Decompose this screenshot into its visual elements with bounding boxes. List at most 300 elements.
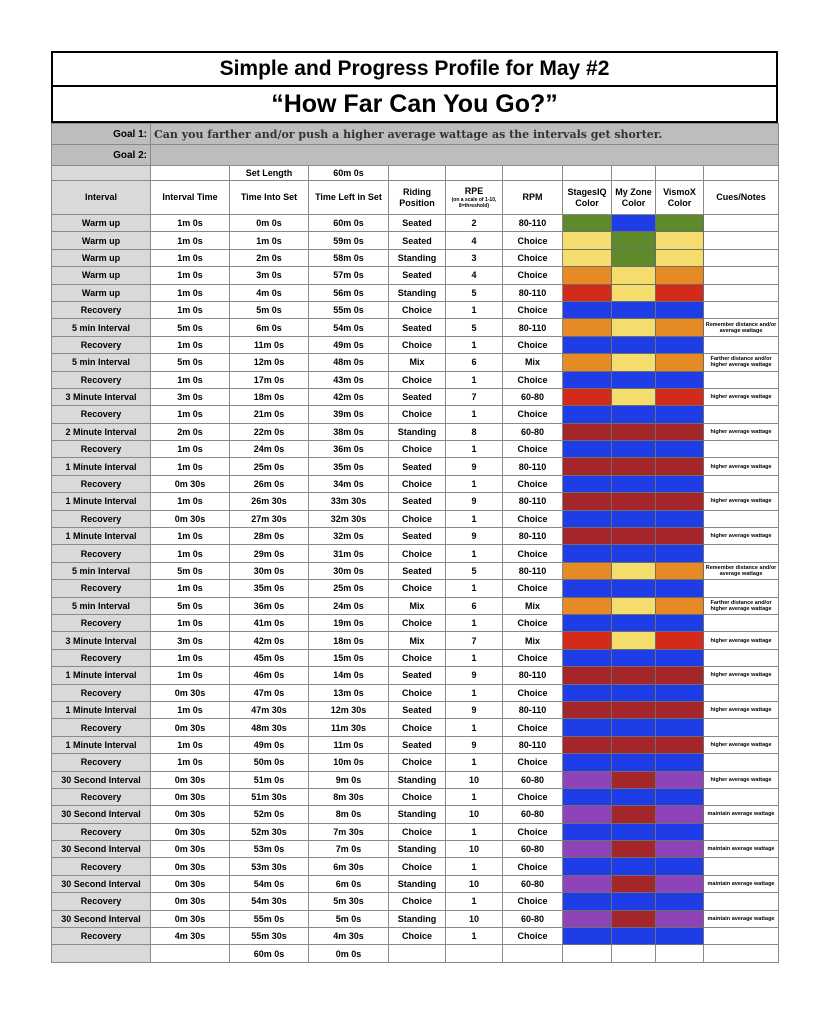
- time-into-set-cell: 27m 30s: [230, 510, 309, 527]
- cues-notes-cell: higher average wattage: [704, 388, 779, 405]
- time-into-set-cell: 54m 30s: [230, 893, 309, 910]
- rpe-cell: 9: [446, 528, 503, 545]
- cues-notes-cell: [704, 580, 779, 597]
- interval-time-cell: 5m 0s: [151, 319, 230, 336]
- myzone-color-cell: [612, 371, 656, 388]
- time-into-set-cell: 53m 0s: [230, 841, 309, 858]
- blank-cell: [503, 945, 563, 963]
- time-into-set-cell: 6m 0s: [230, 319, 309, 336]
- riding-position-cell: Choice: [389, 336, 446, 353]
- vismox-color-cell: [656, 597, 704, 614]
- rpm-cell: 60-80: [503, 806, 563, 823]
- interval-time-cell: 1m 0s: [151, 649, 230, 666]
- cues-notes-cell: [704, 684, 779, 701]
- interval-cell: 3 Minute Interval: [52, 388, 151, 405]
- cues-notes-cell: Farther distance and/or higher average wattage: [704, 597, 779, 614]
- rpm-cell: Choice: [503, 858, 563, 875]
- goal-1-row: [52, 124, 779, 145]
- goal-1-text: Can you farther and/or push a higher average wattage as the intervals get shorter.: [151, 124, 779, 145]
- time-left-cell: 18m 0s: [309, 632, 389, 649]
- cues-notes-cell: higher average wattage: [704, 701, 779, 718]
- time-left-cell: 5m 30s: [309, 893, 389, 910]
- riding-position-cell: Choice: [389, 893, 446, 910]
- interval-cell: 5 min Interval: [52, 319, 151, 336]
- stagesiq-color-cell: [563, 614, 612, 631]
- header-rpm: RPM: [503, 181, 563, 215]
- vismox-color-cell: [656, 788, 704, 805]
- interval-cell: 30 Second Interval: [52, 841, 151, 858]
- interval-time-cell: 4m 30s: [151, 928, 230, 945]
- interval-time-cell: 0m 30s: [151, 823, 230, 840]
- riding-position-cell: Seated: [389, 493, 446, 510]
- header-rpe-label: RPE: [464, 186, 484, 196]
- interval-cell: Recovery: [52, 545, 151, 562]
- vismox-color-cell: [656, 371, 704, 388]
- rpm-cell: Choice: [503, 928, 563, 945]
- rpe-cell: 1: [446, 510, 503, 527]
- myzone-color-cell: [612, 562, 656, 579]
- blank-cell: [446, 945, 503, 963]
- cues-notes-cell: [704, 754, 779, 771]
- time-into-set-cell: 0m 0s: [230, 215, 309, 232]
- rpm-cell: Mix: [503, 354, 563, 371]
- rpm-cell: 80-110: [503, 562, 563, 579]
- myzone-color-cell: [612, 632, 656, 649]
- cues-notes-cell: [704, 893, 779, 910]
- rpe-cell: 10: [446, 841, 503, 858]
- table-row: [52, 736, 779, 753]
- stagesiq-color-cell: [563, 928, 612, 945]
- stagesiq-color-cell: [563, 858, 612, 875]
- interval-cell: 5 min Interval: [52, 562, 151, 579]
- table-row: [52, 354, 779, 371]
- vismox-color-cell: [656, 215, 704, 232]
- interval-time-cell: 3m 0s: [151, 388, 230, 405]
- rpe-cell: 9: [446, 736, 503, 753]
- cues-notes-cell: higher average wattage: [704, 736, 779, 753]
- vismox-color-cell: [656, 875, 704, 892]
- time-left-cell: 39m 0s: [309, 406, 389, 423]
- vismox-color-cell: [656, 354, 704, 371]
- vismox-color-cell: [656, 545, 704, 562]
- interval-cell: Recovery: [52, 858, 151, 875]
- riding-position-cell: Choice: [389, 719, 446, 736]
- rpm-cell: 60-80: [503, 423, 563, 440]
- riding-position-cell: Seated: [389, 267, 446, 284]
- riding-position-cell: Standing: [389, 284, 446, 301]
- vismox-color-cell: [656, 858, 704, 875]
- rpe-cell: 5: [446, 319, 503, 336]
- vismox-color-cell: [656, 684, 704, 701]
- stagesiq-color-cell: [563, 232, 612, 249]
- stagesiq-color-cell: [563, 267, 612, 284]
- rpm-cell: 80-110: [503, 667, 563, 684]
- myzone-color-cell: [612, 788, 656, 805]
- stagesiq-color-cell: [563, 388, 612, 405]
- interval-cell: Warm up: [52, 284, 151, 301]
- blank-cell: [52, 166, 151, 181]
- rpm-cell: 60-80: [503, 771, 563, 788]
- rpe-cell: 1: [446, 823, 503, 840]
- table-row: [52, 788, 779, 805]
- stagesiq-color-cell: [563, 649, 612, 666]
- table-row: [52, 232, 779, 249]
- time-left-cell: 60m 0s: [309, 215, 389, 232]
- interval-time-cell: 1m 0s: [151, 441, 230, 458]
- myzone-color-cell: [612, 406, 656, 423]
- cues-notes-cell: higher average wattage: [704, 423, 779, 440]
- interval-time-cell: 1m 0s: [151, 493, 230, 510]
- stagesiq-color-cell: [563, 754, 612, 771]
- myzone-color-cell: [612, 701, 656, 718]
- interval-cell: Warm up: [52, 232, 151, 249]
- rpm-cell: 60-80: [503, 875, 563, 892]
- blank-cell: [704, 945, 779, 963]
- stagesiq-color-cell: [563, 736, 612, 753]
- riding-position-cell: Standing: [389, 771, 446, 788]
- rpe-cell: 10: [446, 806, 503, 823]
- stagesiq-color-cell: [563, 406, 612, 423]
- interval-cell: 1 Minute Interval: [52, 493, 151, 510]
- stagesiq-color-cell: [563, 545, 612, 562]
- cues-notes-cell: [704, 649, 779, 666]
- vismox-color-cell: [656, 841, 704, 858]
- rpe-cell: 4: [446, 267, 503, 284]
- interval-cell: Recovery: [52, 754, 151, 771]
- vismox-color-cell: [656, 493, 704, 510]
- interval-time-cell: 1m 0s: [151, 249, 230, 266]
- time-left-cell: 15m 0s: [309, 649, 389, 666]
- table-row: [52, 284, 779, 301]
- riding-position-cell: Choice: [389, 614, 446, 631]
- cues-notes-cell: higher average wattage: [704, 528, 779, 545]
- rpe-cell: 9: [446, 667, 503, 684]
- cues-notes-cell: maintain average wattage: [704, 910, 779, 927]
- table-row: [52, 249, 779, 266]
- time-into-set-cell: 55m 0s: [230, 910, 309, 927]
- table-row: [52, 597, 779, 614]
- myzone-color-cell: [612, 284, 656, 301]
- interval-time-cell: 0m 30s: [151, 806, 230, 823]
- rpm-cell: Mix: [503, 597, 563, 614]
- interval-time-cell: 0m 30s: [151, 719, 230, 736]
- riding-position-cell: Standing: [389, 910, 446, 927]
- vismox-color-cell: [656, 388, 704, 405]
- myzone-color-cell: [612, 249, 656, 266]
- rpe-cell: 1: [446, 719, 503, 736]
- interval-time-cell: 2m 0s: [151, 423, 230, 440]
- cues-notes-cell: [704, 267, 779, 284]
- vismox-color-cell: [656, 649, 704, 666]
- myzone-color-cell: [612, 875, 656, 892]
- myzone-color-cell: [612, 823, 656, 840]
- stagesiq-color-cell: [563, 441, 612, 458]
- cues-notes-cell: Farther distance and/or higher average wattage: [704, 354, 779, 371]
- time-left-cell: 56m 0s: [309, 284, 389, 301]
- rpm-cell: Choice: [503, 545, 563, 562]
- header-riding-position: Riding Position: [389, 181, 446, 215]
- table-row: [52, 684, 779, 701]
- rpe-cell: 7: [446, 632, 503, 649]
- time-into-set-cell: 30m 0s: [230, 562, 309, 579]
- rpm-cell: Choice: [503, 406, 563, 423]
- time-into-set-cell: 22m 0s: [230, 423, 309, 440]
- header-stagesiq-color: StagesIQ Color: [563, 181, 612, 215]
- riding-position-cell: Standing: [389, 875, 446, 892]
- cues-notes-cell: [704, 371, 779, 388]
- rpe-cell: 1: [446, 893, 503, 910]
- riding-position-cell: Seated: [389, 528, 446, 545]
- riding-position-cell: Choice: [389, 406, 446, 423]
- cues-notes-cell: [704, 719, 779, 736]
- vismox-color-cell: [656, 701, 704, 718]
- time-left-cell: 42m 0s: [309, 388, 389, 405]
- time-into-set-cell: 5m 0s: [230, 301, 309, 318]
- cues-notes-cell: [704, 545, 779, 562]
- interval-time-cell: 1m 0s: [151, 284, 230, 301]
- time-into-set-cell: 36m 0s: [230, 597, 309, 614]
- interval-cell: Recovery: [52, 475, 151, 492]
- rpm-cell: 80-110: [503, 319, 563, 336]
- interval-cell: Recovery: [52, 510, 151, 527]
- goal-2-text: [151, 145, 779, 166]
- interval-time-cell: 3m 0s: [151, 632, 230, 649]
- time-left-cell: 33m 30s: [309, 493, 389, 510]
- cues-notes-cell: Remember distance and/or average wattage: [704, 562, 779, 579]
- header-vismox-color: VismoX Color: [656, 181, 704, 215]
- time-left-cell: 11m 30s: [309, 719, 389, 736]
- interval-cell: 1 Minute Interval: [52, 528, 151, 545]
- vismox-color-cell: [656, 284, 704, 301]
- rpe-cell: 1: [446, 301, 503, 318]
- rpm-cell: Choice: [503, 580, 563, 597]
- interval-cell: 2 Minute Interval: [52, 423, 151, 440]
- rpm-cell: 80-110: [503, 701, 563, 718]
- blank-cell: [656, 166, 704, 181]
- myzone-color-cell: [612, 354, 656, 371]
- interval-cell: 5 min Interval: [52, 354, 151, 371]
- header-interval-time: Interval Time: [151, 181, 230, 215]
- myzone-color-cell: [612, 441, 656, 458]
- time-into-set-cell: 29m 0s: [230, 545, 309, 562]
- table-row: [52, 910, 779, 927]
- time-into-set-cell: 26m 0s: [230, 475, 309, 492]
- time-left-cell: 48m 0s: [309, 354, 389, 371]
- time-into-set-cell: 51m 0s: [230, 771, 309, 788]
- time-left-cell: 24m 0s: [309, 597, 389, 614]
- stagesiq-color-cell: [563, 528, 612, 545]
- stagesiq-color-cell: [563, 875, 612, 892]
- interval-time-cell: 0m 30s: [151, 475, 230, 492]
- time-left-cell: 19m 0s: [309, 614, 389, 631]
- blank-cell: [151, 166, 230, 181]
- interval-time-cell: 1m 0s: [151, 614, 230, 631]
- interval-cell: Recovery: [52, 823, 151, 840]
- cues-notes-cell: [704, 301, 779, 318]
- vismox-color-cell: [656, 319, 704, 336]
- table-row: [52, 267, 779, 284]
- time-into-set-cell: 17m 0s: [230, 371, 309, 388]
- riding-position-cell: Seated: [389, 232, 446, 249]
- time-left-cell: 6m 0s: [309, 875, 389, 892]
- page-title: Simple and Progress Profile for May #2: [51, 51, 778, 87]
- time-left-cell: 7m 30s: [309, 823, 389, 840]
- interval-cell: Recovery: [52, 649, 151, 666]
- time-into-set-cell: 50m 0s: [230, 754, 309, 771]
- riding-position-cell: Choice: [389, 371, 446, 388]
- stagesiq-color-cell: [563, 893, 612, 910]
- interval-cell: Recovery: [52, 580, 151, 597]
- blank-cell: [389, 166, 446, 181]
- stagesiq-color-cell: [563, 215, 612, 232]
- interval-cell: Recovery: [52, 719, 151, 736]
- header-row: [52, 181, 779, 215]
- vismox-color-cell: [656, 267, 704, 284]
- time-into-set-cell: 52m 0s: [230, 806, 309, 823]
- myzone-color-cell: [612, 215, 656, 232]
- header-rpe-scale: (on a scale of 1-10, 8=threshold): [451, 197, 497, 209]
- set-length-value: 60m 0s: [309, 166, 389, 181]
- interval-time-cell: 1m 0s: [151, 528, 230, 545]
- interval-time-cell: 1m 0s: [151, 458, 230, 475]
- riding-position-cell: Choice: [389, 510, 446, 527]
- cues-notes-cell: [704, 284, 779, 301]
- totals-row: [52, 945, 779, 963]
- interval-cell: Recovery: [52, 893, 151, 910]
- rpe-cell: 1: [446, 754, 503, 771]
- vismox-color-cell: [656, 458, 704, 475]
- rpe-cell: 6: [446, 354, 503, 371]
- cues-notes-cell: [704, 788, 779, 805]
- vismox-color-cell: [656, 823, 704, 840]
- interval-cell: Warm up: [52, 267, 151, 284]
- time-into-set-cell: 4m 0s: [230, 284, 309, 301]
- rpm-cell: 80-110: [503, 458, 563, 475]
- stagesiq-color-cell: [563, 475, 612, 492]
- myzone-color-cell: [612, 597, 656, 614]
- rpm-cell: Choice: [503, 371, 563, 388]
- table-row: [52, 632, 779, 649]
- myzone-color-cell: [612, 684, 656, 701]
- cues-notes-cell: [704, 232, 779, 249]
- riding-position-cell: Seated: [389, 458, 446, 475]
- rpm-cell: 80-110: [503, 493, 563, 510]
- interval-cell: 1 Minute Interval: [52, 736, 151, 753]
- cues-notes-cell: [704, 249, 779, 266]
- riding-position-cell: Standing: [389, 806, 446, 823]
- interval-time-cell: 0m 30s: [151, 684, 230, 701]
- time-into-set-cell: 2m 0s: [230, 249, 309, 266]
- header-time-into-set: Time Into Set: [230, 181, 309, 215]
- table-row: [52, 719, 779, 736]
- vismox-color-cell: [656, 423, 704, 440]
- interval-time-cell: 0m 30s: [151, 858, 230, 875]
- table-row: [52, 667, 779, 684]
- interval-cell: Recovery: [52, 441, 151, 458]
- rpm-cell: 60-80: [503, 910, 563, 927]
- vismox-color-cell: [656, 910, 704, 927]
- interval-time-cell: 1m 0s: [151, 580, 230, 597]
- set-length-row: [52, 166, 779, 181]
- table-row: [52, 771, 779, 788]
- blank-cell: [389, 945, 446, 963]
- table-row: [52, 806, 779, 823]
- interval-cell: 1 Minute Interval: [52, 701, 151, 718]
- riding-position-cell: Choice: [389, 301, 446, 318]
- time-left-cell: 14m 0s: [309, 667, 389, 684]
- time-left-cell: 59m 0s: [309, 232, 389, 249]
- rpe-cell: 9: [446, 493, 503, 510]
- riding-position-cell: Seated: [389, 215, 446, 232]
- time-into-set-cell: 52m 30s: [230, 823, 309, 840]
- time-into-set-cell: 11m 0s: [230, 336, 309, 353]
- time-left-cell: 57m 0s: [309, 267, 389, 284]
- time-left-cell: 13m 0s: [309, 684, 389, 701]
- myzone-color-cell: [612, 614, 656, 631]
- rpe-cell: 4: [446, 232, 503, 249]
- final-time-left: 0m 0s: [309, 945, 389, 963]
- interval-time-cell: 1m 0s: [151, 667, 230, 684]
- header-interval: Interval: [52, 181, 151, 215]
- header-time-left: Time Left in Set: [309, 181, 389, 215]
- time-left-cell: 30m 0s: [309, 562, 389, 579]
- rpm-cell: Mix: [503, 632, 563, 649]
- table-row: [52, 580, 779, 597]
- riding-position-cell: Choice: [389, 684, 446, 701]
- vismox-color-cell: [656, 806, 704, 823]
- time-left-cell: 12m 30s: [309, 701, 389, 718]
- rpm-cell: Choice: [503, 336, 563, 353]
- interval-cell: 1 Minute Interval: [52, 667, 151, 684]
- vismox-color-cell: [656, 528, 704, 545]
- blank-cell: [563, 945, 612, 963]
- header-rpe: [446, 181, 503, 215]
- blank-cell: [151, 945, 230, 963]
- table-row: [52, 528, 779, 545]
- interval-cell: 3 Minute Interval: [52, 632, 151, 649]
- table-row: [52, 823, 779, 840]
- riding-position-cell: Seated: [389, 736, 446, 753]
- time-left-cell: 38m 0s: [309, 423, 389, 440]
- rpe-cell: 3: [446, 249, 503, 266]
- table-row: [52, 510, 779, 527]
- interval-time-cell: 1m 0s: [151, 267, 230, 284]
- time-left-cell: 36m 0s: [309, 441, 389, 458]
- myzone-color-cell: [612, 319, 656, 336]
- rpm-cell: Choice: [503, 614, 563, 631]
- interval-cell: 30 Second Interval: [52, 875, 151, 892]
- time-into-set-cell: 12m 0s: [230, 354, 309, 371]
- interval-cell: Recovery: [52, 371, 151, 388]
- myzone-color-cell: [612, 336, 656, 353]
- table-row: [52, 841, 779, 858]
- rpm-cell: 60-80: [503, 388, 563, 405]
- vismox-color-cell: [656, 562, 704, 579]
- cues-notes-cell: higher average wattage: [704, 458, 779, 475]
- cues-notes-cell: higher average wattage: [704, 771, 779, 788]
- stagesiq-color-cell: [563, 632, 612, 649]
- vismox-color-cell: [656, 614, 704, 631]
- final-time-into-set: 60m 0s: [230, 945, 309, 963]
- table-row: [52, 875, 779, 892]
- riding-position-cell: Seated: [389, 667, 446, 684]
- cues-notes-cell: maintain average wattage: [704, 841, 779, 858]
- stagesiq-color-cell: [563, 423, 612, 440]
- stagesiq-color-cell: [563, 597, 612, 614]
- table-row: [52, 215, 779, 232]
- blank-cell: [446, 166, 503, 181]
- myzone-color-cell: [612, 893, 656, 910]
